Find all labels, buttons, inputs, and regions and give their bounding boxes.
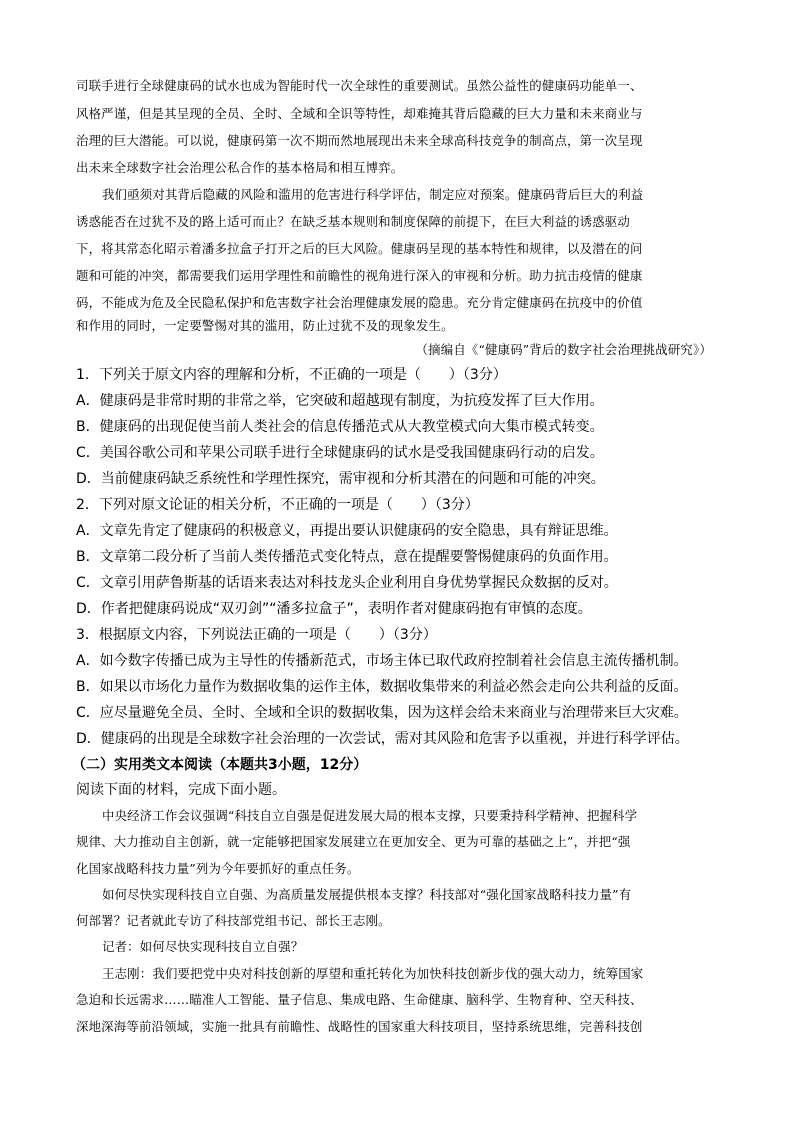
passage-line: 风格严谨，但是其呈现的全员、全时、全域和全识等特性，却难掩其背后隐藏的巨大力量和未来商业与 bbox=[76, 106, 643, 121]
passage-line: 下，将其常态化昭示着潘多拉盒子打开之后的巨大风险。健康码呈现的基本特性和规律，以及潜在的问 bbox=[76, 241, 643, 256]
option-d: D．健康码的出现是全球数字社会治理的一次尝试，需对其风险和危害予以重视，并进行科学评估。 bbox=[76, 731, 689, 747]
question-stem: 3．根据原文内容，下列说法正确的一项是（ ）（3分） bbox=[76, 627, 437, 643]
option-d: D．作者把健康码说成“双刃剑”“潘多拉盒子”，表明作者对健康码抱有审慎的态度。 bbox=[76, 601, 592, 617]
passage-line: 规律、大力推动自主创新，就一定能够把国家发展建立在更加安全、更为可靠的基础之上”，并把“强 bbox=[76, 834, 631, 849]
option-c: C．应尽量避免全员、全时、全域和全识的数据收集，因为这样会给未来商业与治理带来巨大灾难。 bbox=[76, 705, 688, 721]
passage-line: 和作用的同时，一定要警惕对其的滥用，防止过犹不及的现象发生。 bbox=[76, 318, 454, 333]
reporter-question: 记者：如何尽快实现科技自立自强？ bbox=[102, 939, 304, 954]
passage-line: 急迫和长远需求……瞄准人工智能、量子信息、集成电路、生命健康、脑科学、生物育种、空天科技、 bbox=[76, 992, 643, 1007]
option-d: D．当前健康码缺乏系统性和学理性探究，需审视和分析其潜在的问题和可能的冲突。 bbox=[76, 471, 605, 487]
passage-line: 出未来全球数字社会治理公私合作的基本格局和相互博弈。 bbox=[76, 160, 404, 175]
option-b: B．文章第二段分析了当前人类传播范式变化特点，意在提醒要警惕健康码的负面作用。 bbox=[76, 549, 618, 565]
passage-line: 治理的巨大潜能。可以说，健康码第一次不期而然地展现出未来全球高科技竞争的制高点，第一次呈现 bbox=[76, 133, 643, 148]
passage-line: 司联手进行全球健康码的试水也成为智能时代一次全球性的重要测试。虽然公益性的健康码功能单一、 bbox=[76, 78, 643, 93]
question-stem: 1．下列关于原文内容的理解和分析，不正确的一项是（ ）（3分） bbox=[76, 367, 507, 383]
passage-line: 中央经济工作会议强调“科技自立自强是促进发展大局的根本支撑，只要秉持科学精神、把握科学 bbox=[102, 808, 638, 823]
passage-line: 化国家战略科技力量”列为今年要抓好的重点任务。 bbox=[76, 861, 360, 876]
passage-line: 诱惑能否在过犹不及的路上适可而止？在缺乏基本规则和制度保障的前提下，在巨大利益的诱惑驱动 bbox=[76, 214, 630, 229]
passage-line: 深地深海等前沿领域，实施一批具有前瞻性、战略性的国家重大科技项目，坚持系统思维，完善科技创 bbox=[76, 1019, 643, 1034]
option-b: B．如果以市场化力量作为数据收集的运作主体，数据收集带来的利益必然会走向公共利益的反面。 bbox=[76, 679, 688, 695]
option-a: A．文章先肯定了健康码的积极意义，再提出要认识健康码的安全隐患，具有辩证思维。 bbox=[76, 523, 618, 539]
passage-line: 码，不能成为危及全民隐私保护和危害数字社会治理健康发展的隐患。充分肯定健康码在抗疫中的价值 bbox=[76, 295, 643, 310]
option-c: C．美国谷歌公司和苹果公司联手进行全球健康码的试水是受我国健康码行动的启发。 bbox=[76, 445, 604, 461]
passage-line: 如何尽快实现科技自立自强、为高质量发展提供根本支撑？科技部对“强化国家战略科技力量”有 bbox=[102, 887, 632, 902]
section-heading: （二）实用类文本阅读（本题共3小题，12分） bbox=[72, 757, 368, 773]
option-b: B．健康码的出现促使当前人类社会的信息传播范式从大教堂模式向大集市模式转变。 bbox=[76, 419, 604, 435]
passage-line: 我们亟须对其背后隐藏的风险和滥用的危害进行科学评估，制定应对预案。健康码背后巨大的利益 bbox=[102, 187, 644, 202]
passage-line: 题和可能的冲突，都需要我们运用学理性和前瞻性的视角进行深入的审视和分析。助力抗击疫情的健康 bbox=[76, 268, 643, 283]
question-stem: 2．下列对原文论证的相关分析，不正确的一项是（ ）（3分） bbox=[76, 497, 479, 513]
option-a: A．健康码是非常时期的非常之举，它突破和超越现有制度，为抗疫发挥了巨大作用。 bbox=[76, 393, 604, 409]
passage-source: （摘编自《“健康码”背后的数字社会治理挑战研究》） bbox=[415, 342, 712, 357]
section-instruction: 阅读下面的材料，完成下面小题。 bbox=[76, 782, 286, 798]
option-c: C．文章引用萨鲁斯基的话语来表达对科技龙头企业利用自身优势掌握民众数据的反对。 bbox=[76, 575, 618, 591]
passage-line: 何部署？记者就此专访了科技部党组书记、部长王志刚。 bbox=[76, 913, 391, 928]
option-a: A．如今数字传播已成为主导性的传播新范式，市场主体已取代政府控制着社会信息主流传播机制。 bbox=[76, 653, 688, 669]
passage-line: 王志刚：我们要把党中央对科技创新的厚望和重托转化为加快科技创新步伐的强大动力，统筹国家 bbox=[102, 966, 644, 981]
